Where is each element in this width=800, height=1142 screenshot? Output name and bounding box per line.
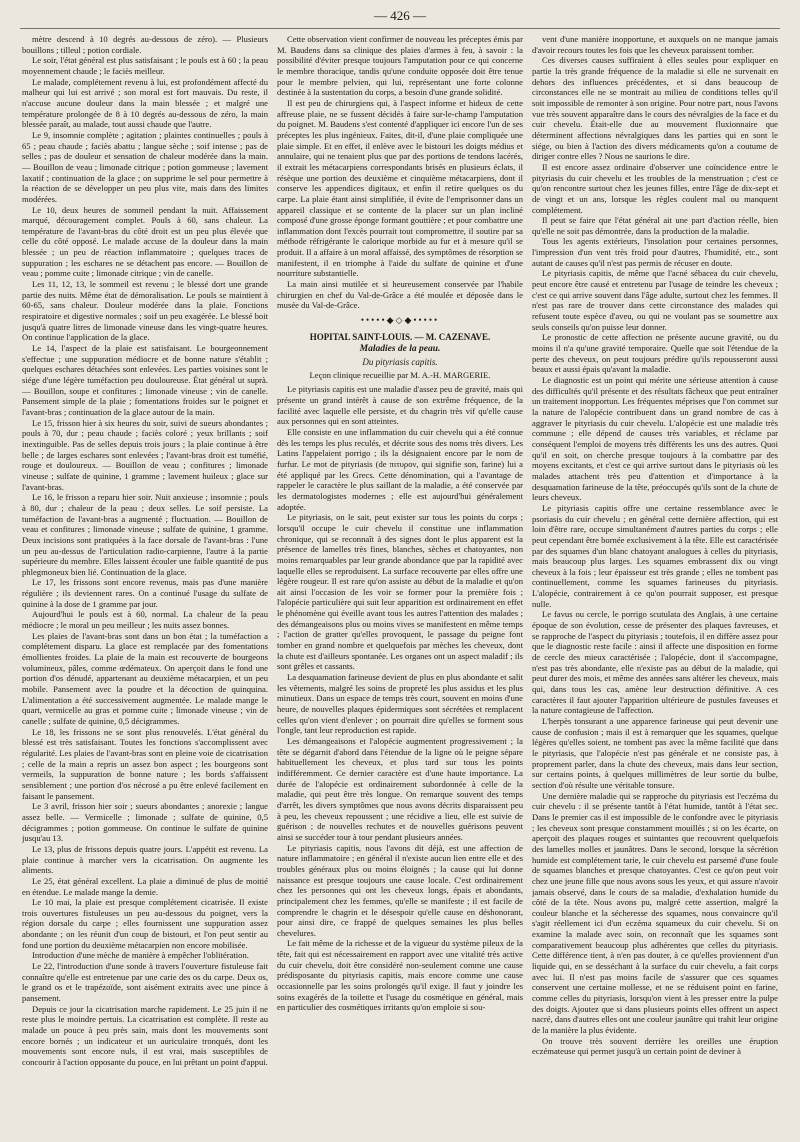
paragraph: La main ainsi mutilée et si heureusement conservée par l'habile chirurgien en chef du Val-de-Grâce a été moulée et déposée dans le musée du Val-de-Grâce. [277, 279, 523, 311]
paragraph: mètre descend à 10 degrés au-dessous de zéro). — Plusieurs bouillons ; tilleul ; potion cordiale. [22, 34, 268, 55]
header-rule [20, 28, 780, 29]
paragraph: Le pronostic de cette affection ne présente aucune gravité, ou du moins il n'a qu'une gravité temporaire. Quelle que soit l'étendue de la perte des cheveux, on peut toujours prédire qu'ils repousseront aussi beaux et aussi épais qu'avant la maladie. [532, 332, 778, 375]
lecture-credit: Leçon clinique recueillie par M. A.-H. MARGERIE. [309, 369, 491, 380]
paragraph: On trouve très souvent derrière les oreilles une éruption eczémateuse qui permet jusqu'à un certain point de deviner à [532, 1035, 778, 1057]
paragraph: Le 10 mai, la plaie est presque complétement cicatrisée. Il existe trois ouvertures fistuleuses un peu au-dessous du poignet, vers la région dorsale du carpe ; elles fournissent une suppuration assez abondante ; on les réunit d'un coup de bistouri, et l'on peut sentir au fond une portion du deuxième métacarpien non encore mobilisée. [22, 897, 268, 950]
paragraph: Le favus ou cercle, le porrigo scutulata des Anglais, à une certaine époque de son évolution, cesse de présenter des plaques favreuses, et se rapproche de l'aspect du pityriasis ; toutefois, il en diffère assez pour que le diagnostic reste facile : ainsi il affecte une disposition en forme de cercle des mieux caractérisée ; l'alopécie, dont il s'accompagne, n'est pas très abondante, elle n'existe pas au début de la maladie, qui peut durer des mois, et même des années sans altérer les cheveux, mais qui, dans tous les cas, amène leur destruction définitive. A ces caractères il faut ajouter l'apparition ultérieure de pustules faveuses et la nature contagieuse de l'affection. [532, 609, 778, 716]
paragraph: Tous les agents extérieurs, l'insolation pour certaines personnes, l'impression d'un vent très froid pour d'autres, l'humidité, etc., sont autant de causes qu'il n'est pas permis de récuser en doute. [532, 236, 778, 268]
column-right [532, 34, 778, 1136]
paragraph: Depuis ce jour la cicatrisation marche rapidement. Le 25 juin il ne reste plus le moindre pertuis. La cicatrisation est complète. Il reste au malade un pouce à peu près sain, mais dont les mouvements sont encore bornés ; un indicateur et un auriculaire tronqués, dont les mouvements sont encore nuls, il est vrai, mais susceptibles de concourir à l'action opposante du pouce, en lui prêtant un point d'appui. [22, 1003, 268, 1067]
page-number: — 426 — [374, 8, 426, 23]
paragraph: Il peut se faire que l'état général ait une part d'action réelle, bien qu'elle ne soit pas démontrée, dans la production de la maladie. [532, 215, 778, 236]
paragraph: Le pityriasis capitis, nous l'avons dit déjà, est une affection de nature inflammatoire ; en général il n'existe aucun lien entre elle et des troubles généraux plus ou moins éloignés ; la cause qui lui donne naissance est presque toujours une cause locale. C'est ordinairement chez les personnes qui ont les cheveux longs, épais et abondants, principalement chez les femmes, qu'elle se manifeste ; il est facile de comprendre le chagrin et le désespoir qu'elle cause en déshonorant, pour ainsi dire, ce frappé de quelques semaines les plus belles chevelures. [277, 842, 523, 938]
paragraph: La desquamation farineuse devient de plus en plus abondante et salit les vêtements, malgré les soins de propreté les plus assidus et les plus minutieux. Dans un espace de temps très court, souvent en moins d'une heure, de nouvelles plaques épidermiques sont sécrétées et remplacent celles qu'on vient d'enlever ; on pourrait dire qu'elles se forment sous l'ongle, tant leur reproduction est rapide. [277, 672, 523, 736]
section-separator: •••••◆◇◆••••• [360, 315, 440, 326]
article-body [277, 384, 523, 1013]
paragraph: Il est encore assez ordinaire d'observer une coïncidence entre le pityriasis du cuir chevelu et les troubles de la menstruation ; c'est ce qu'on rencontre surtout chez les jeunes filles, entre l'âge de dix-sept et de vingt et un ans, lorsque les règles coulent mal ou manquent complétement. [532, 161, 778, 215]
paragraph: Introduction d'une mèche de manière à empêcher l'oblitération. [32, 950, 249, 961]
paragraph: vent d'une manière inopportune, et auxquels on ne manque jamais d'avoir recours toutes les fois que les cheveux paraissent tomber. [532, 34, 778, 55]
paragraph: Le malade, complétement revenu à lui, est profondément affecté du malheur qui lui est arrivé ; son moral est fort mauvais. Du reste, il n'accuse aucune douleur dans la main blessée ; et malgré une température prolongée de 8 à 10 degrés au-dessous de zéro, la main blessée paraît, au malade, tout aussi chaude que l'autre. [22, 76, 268, 130]
paragraph: Aujourd'hui le pouls est à 60, normal. La chaleur de la peau médiocre ; le moral un peu meilleur ; les nuits assez bonnes. [22, 609, 268, 631]
paragraph: Le pityriasis, on le sait, peut exister sur tous les points du corps ; lorsqu'il occupe le cuir chevelu il constitue une inflammation chronique, qui se reconnaît à des signes dont le plus apparent est la présence de lamelles très fines, blanches, sèches et chatoyantes, non moins remarquables par leur grande abondance que par la rapidité avec laquelle elles se reproduisent. La surface recouverte par elles offre une légère rougeur. Il est rare qu'on assiste au début de la maladie et qu'on ait ainsi l'occasion de les voir se former pour la première fois ; l'alopécie particulière qui suit leur apparition est ordinairement en effet le phénomène qui éveille avant tous les autres l'attention des malades ; des démangeaisons plus ou moins vives se manifestent en même temps ; l'action de gratter qu'elles provoquent, le passage du peigne font tomber en grand nombre et quelquefois par mèches les cheveux, dont la chute est d'ailleurs spontanée. Les organes ont un aspect maladif ; ils sont grêles et cassants. [277, 512, 523, 672]
paragraph: Ces diverses causes suffiraient à elles seules pour expliquer en partie la très grande fréquence de la maladie si elle ne survenait en dehors des influences précédentes, et si dans beaucoup de circonstances elle ne se montrait au milieu de conditions telles qu'il soit impossible de remonter à son origine. Pour notre part, nous l'avons vue très souvent apparaître dans le cours des névralgies de la face et du cuir chevelu. Était-elle due au mouvement fluxionnaire que déterminent affections névralgiques dans les parties qui en sont le siége, ou bien à l'action des divers médicaments qu'on a coutume de diriger contre elles ? Nous ne saurions le dire. [532, 55, 778, 162]
paragraph: Le 16, le frisson a reparu hier soir. Nuit anxieuse ; insomnie ; pouls à 80, dur ; chaleur de la peau ; deux selles. Le soif persiste. La tuméfaction de l'avant-bras a augmenté ; fluctuation. — Bouillon de veau et confitures ; limonade vineuse ; sulfate de quinine, 1 gramme. Deux incisions sont pratiquées à la face dorsale de l'avant-bras : l'une un peu au-dessus de l'articulation radio-carpienne, l'autre à la partie supérieure du membre. Elles laissent écouler une faible quantité de pus phlegmoneux bien lié. Continuation de la glace. [22, 492, 268, 577]
paragraph: Les plaies de l'avant-bras sont dans un bon état ; la tuméfaction a complétement disparu. La glace est remplacée par des fomentations émollientes froides. La plaie de la main est recouverte de bourgeons volumineux, pâles, comme œdémateux. On aperçoit dans le fond une portion d'os dénudé, appartenant au deuxième métacarpien, et un peu mobile. Pansement avec la poudre et la décoction de quinquina. L'alimentation a été successivement augmentée. Le malade mange le quart, vermicelle au gras et pomme cuite ; limonade vineuse ; vin de canelle ; sulfate de quinine, 0,5 décigrammes. [22, 630, 268, 726]
paragraph: Le 22, l'introduction d'une sonde à travers l'ouverture fistuleuse fait connaître qu'elle est entretenue par une carie des os du carpe. Deux os, le grand os et le trapézoïde, sont aisément extraits avec une pince à pansement. [22, 961, 268, 1004]
paragraph: Le fait même de la richesse et de la vigueur du système pileux de la tête, fait qui est nécessairement en rapport avec une vitalité très active du cuir chevelu, doit être considéré non-seulement comme une cause prédisposante du pityriasis capitis, mais encore comme une cause occasionnelle par les soins prolongés qu'il exige. Il faut y joindre les soins exagérés de la toilette et l'usage du cosmétique en général, mais en particulier des cosmétiques irritants qu'on emploie si sou- [277, 938, 523, 1013]
paragraph: Le pityriasis capitis offre une certaine ressemblance avec le psoriasis du cuir chevelu ; en général cette dernière affection, qui est loin d'être rare, occupe simultanément d'autres parties du corps ; elle peut cependant être bornée exclusivement à la tête. Elle est caractérisée par des squames d'un blanc chatoyant analogues à celles du pityriasis, mais beaucoup plus larges. Les squames embrassent dix ou vingt cheveux à la fois ; leur épaisseur est très grande ; elles ne tombent pas continuellement, comme les squames farineuses du pityriasis. L'alopécie, contrairement à ce qu'on pourrait supposer, est presque nulle. [532, 502, 778, 609]
paragraph: Il est peu de chirurgiens qui, à l'aspect informe et hideux de cette affreuse plaie, ne se fussent décidés à faire sur-le-champ l'amputation du poignet. M. Baudens s'est contenté d'appliquer ici encore l'un de ses préceptes les plus ingénieux. Faites, dit-il, d'une plaie compliquée une plaie simple. Et en effet, il enlève avec le bistouri les doigts médius et annulaire, qui ne tenaient plus que par des portions de tendons lacérés, il extrait les métacarpiens correspondants brisés en plusieurs éclats, il résèque une portion des deuxième et cinquième métacarpiens, dont il conserve les appendices digitaux, et enfin il retire quelques os du carpe. La plaie étant ainsi simplifiée, il évite de l'emprisonner dans un appareil classique et se contente de la placer sur un plan incliné composé d'une grosse éponge formant gouttière ; et pour combattre une inflammation dont l'excès pourrait tout compromettre, il soutire par sa méthode réfrigérante le calorique morbide au fur et à mesure qu'il se produit. Il a affaire à un moral affaissé, des symptômes de résorption se manifestent, il en triomphe à l'aide du sulfate de quinine et d'une nourriture substantielle. [277, 97, 523, 279]
paragraph: Le 17, les frissons sont encore revenus, mais pas d'une manière régulière ; ils deviennent rares. On a continué l'usage du sulfate de quinine à la dose de 1 gramme par jour. [22, 577, 268, 609]
paragraph: Une dernière maladie qui se rapproche du pityriasis est l'eczéma du cuir chevelu : il se présente tantôt à l'état humide, tantôt à l'état sec. Dans le premier cas il est impossible de le confondre avec le pityriasis ; les cheveux sont presque constamment mouillés ; si on les écarte, on aperçoit des plaques rouges et suintantes que recouvrent quelquefois des lamelles molles et jaunâtres. Dans le second, lorsque la sécrétion humide est complétement tarie, le cuir chevelu est parsemé d'une foule de squames blanches et presque chatoyantes. C'est ce qu'on peut voir chez une jeune fille que nous avons sous les yeux, et qui assure n'avoir jamais observé, dans le cours de sa maladie, d'exhalation humide du côté de la tête. Nous avons pu, malgré cette assertion, malgré la couleur blanche et la sécheresse des squames, nous convaincre qu'il s'agit réellement ici d'un eczéma squameux du cuir chevelu. Si on examine la malade avec soin, on reconnaît que les squames sont comparativement beaucoup plus adhérentes que celles du pityriasis. Cette différence tient, à n'en pas douter, à ce qu'elles proviennent d'un liquide qui, en se desséchant à la surface du cuir chevelu, a fait corps avec lui. Il n'est pas moins facile de s'assurer que ces squames conservent une certaine mollesse, et ne se réduisent point en farine, comme celles du pityriasis, lorsqu'on vient à les presser entre la pulpe des doigts. Ajoutez que si dans plusieurs points elles offrent un aspect nacré, dans d'autres elles ont une couleur jaunâtre qui trahit leur origine de la manière la plus évidente. [532, 790, 778, 1036]
paragraph: Le soir, l'état général est plus satisfaisant ; le pouls est à 60 ; la peau moyennement chaude ; le faciès meilleur. [22, 55, 268, 76]
paragraph: Le diagnostic est un point qui mérite une sérieuse attention à cause des difficultés qu'il présente et des résultats fâcheux que peut entraîner un traitement inopportun. Les fréquentes méprises que l'on commet sur la nature de l'alopécie contribuent dans un grand nombre de cas à aggraver le pityriasis du cuir chevelu. L'alopécie est une maladie très commune ; elle dépend de causes très variables, et réclame par conséquent l'emploi de moyens très différents les uns des autres. Quoi qu'il en soit, on cherche presque toujours à la combattre par des moyens excitants, et c'est ce qui arrive surtout dans le pityriasis où les malades attachent très peu d'attention et d'importance à la desquamation farineuse de la tête, préoccupés qu'ils sont de la chute de leurs cheveux. [532, 375, 778, 503]
paragraph: Le pityriasis capitis, de même que l'acné sébacea du cuir chevelu, peut encore être causé et entretenu par l'usage de teindre les cheveux ; c'est ce qui arrive souvent dans l'âge adulte, surtout chez les femmes. Il n'est pas rare de trouver dans cette circonstance des malades qui refusent toute espèce d'aveu, ou qui ne voulant pas se soumettre aux seuls conseils qu'on puisse leur donner. [532, 268, 778, 332]
paragraph: Le 15, frisson hier à six heures du soir, suivi de sueurs abondantes ; pouls à 70, dur ; peau chaude ; faciès coloré ; yeux brillants ; soif inextinguible. Pas de selles depuis trois jours ; la plaie continue à être belle ; de larges eschares sont enlevées ; l'avant-bras droit est tuméfié, rouge et douloureux. — Bouillon de veau ; confitures ; limonade vineuse ; sulfate de quinine, 1 gramme ; lavement huileux ; glace sur l'avant-bras. [22, 417, 268, 492]
paragraph: Le 9, insomnie complète ; agitation ; plaintes continuelles ; pouls à 65 ; peau chaude ; faciès abattu ; langue sèche ; soif intense ; pas de selles ; pas de douleur et sensation de chaleur modérée dans la main. — Bouillon de veau ; limonade citrique ; potion gommeuse ; lavement laxatif ; continuation de la glace ; on supprime le sel pour permettre à la réaction de se développer un peu plus vite, mais dans des limites modérées. [22, 129, 268, 204]
paragraph: Le 25, état général excellent. La plaie a diminué de plus de moitié en étendue. Le malade mange la demie. [22, 875, 268, 897]
column-middle [277, 34, 523, 1136]
paragraph: Cette observation vient confirmer de nouveau les préceptes émis par M. Baudens dans sa clinique des plaies d'armes à feu, à savoir : la possibilité d'éviter presque toujours l'amputation pour ce qui concerne le membre thoracique, tandis qu'une conduite opposée doit être tenue pour le membre pelvien, qui lui, représentant une forte colonne destinée à la sustentation du corps, a besoin d'une grande solidité. [277, 34, 523, 98]
paragraph: Le 10, deux heures de sommeil pendant la nuit. Affaissement marqué, découragement complet. Pouls à 60, sans chaleur. La température de l'avant-bras du côté droit est un peu plus élevée que celle du côté opposé. Le malade accuse de la douleur dans la main blessée ; un peu de réaction inflammatoire ; quelques traces de suppuration ; les eschares ne se détachent pas encore. — Bouillon de veau ; pomme cuite ; limonade citrique ; vin de canelle. [22, 204, 268, 279]
paragraph: Le pityriasis capitis est une maladie d'assez peu de gravité, mais qui présente un grand intérêt à cause de son extrême fréquence, de la facilité avec laquelle elle persiste, et du chagrin très vif qu'elle cause aux personnes qui en sont atteintes. [277, 384, 523, 427]
paragraph: Le 18, les frissons ne se sont plus renouvelés. L'état général du blessé est très satisfaisant. Toutes les fonctions s'accomplissent avec régularité. Les plaies de l'avant-bras sont en pleine voie de cicatrisation ; celle de la main a repris un assez bon aspect ; les bourgeons sont vermeils, la suppuration de bonne nature ; les bords s'affaissent sensiblement ; une portion d'os nécrosé a pu être enlevé facilement en faisant le pansement. [22, 726, 268, 801]
section-subtitle: Maladies de la peau. [359, 344, 441, 355]
paragraph: Le 14, l'aspect de la plaie est satisfaisant. Le bourgeonnement s'effectue ; une suppuration médiocre et de bonne nature s'établit ; quelques eschares détachées sont enlevées. Les parties voisines sont le siége d'une légère tuméfaction peu douloureuse. État général ut suprà. — Bouillon, soupe et confitures ; limonade vineuse ; vin de canelle. Pansement simple de la plaie ; fomentations froides sur le poignet et l'avant-bras ; continuation de la glace autour de la main. [22, 343, 268, 417]
paragraph: Elle consiste en une inflammation du cuir chevelu qui a été connue dès les temps les plus reculés, et décrite sous des noms très divers. Les Latins l'appelaient porrigo ; ils la désignaient encore par le nom de furfur. Le mot de pityriasis (de πιτυρον, qui signifie son, farine) lui a été appliqué par les Grecs. Cette dénomination, qui a l'avantage de rappeler le caractère le plus saillant de la maladie, a été conservée par les dermatologistes modernes ; elle est aujourd'hui généralement adoptée. [277, 426, 523, 512]
paragraph: Le 3 avril, frisson hier soir ; sueurs abondantes ; anorexie ; langue assez belle. — Vermicelle ; limonade ; sulfate de quinine, 0,5 décigrammes ; potion gommeuse. On continue le sulfate de quinine jusqu'au 13. [22, 801, 268, 844]
paragraph: L'herpès tonsurant a une apparence farineuse qui peut devenir une cause de confusion ; mais il est à remarquer que les squames, quelque légères qu'elles soient, ne tombent pas avec la même facilité que dans le pityriasis, que l'alopécie n'est pas générale et ne consiste pas, à proprement parler, dans la chute des cheveux, mais dans leur section, sur certains points, à quelques millimètres de leur sortie du bulbe, section d'où résulte une véritable tonsure. [532, 716, 778, 790]
paragraph: Les démangeaisons et l'alopécie augmentent progressivement ; la tête se dégarnit d'abord dans l'étendue de la ligne où le peigne sépare habituellement les cheveux, et plus tard sur tous les points indifféremment. Ce dernier caractère est d'une haute importance. La durée de l'alopécie est ordinairement subordonnée à celle de la maladie, qui peut être très longue. On remarque souvent des temps d'arrêt, les divers symptômes que nous avons décrits disparaissent peu à peu, les cheveux repoussent ; une récidive a lieu, elle est suivie de guérison ; de nouvelles rechutes et de nouvelles guérisons peuvent ainsi se succéder tour à tour pendant plusieurs années. [277, 736, 523, 842]
hospital-heading: HOPITAL SAINT-LOUIS. — M. CAZENAVE. [309, 331, 491, 342]
paragraph: Le 13, plus de frissons depuis quatre jours. L'appétit est revenu. La plaie continue à marcher vers la cicatrisation. On augmente les aliments. [22, 843, 268, 876]
paragraph: Les 11, 12, 13, le sommeil est revenu ; le blessé dort une grande partie des nuits. Même état de démoralisation. Le pouls se maintient à 60-65, sans chaleur. Douleur modérée dans la plaie. Fonctions respiratoire et digestive normales ; soif un peu exagérée. Le blessé boit jusqu'à quatre litres de limonade vineuse dans les vingt-quatre heures. On continue l'application de la glace. [22, 279, 268, 343]
column-left [22, 34, 268, 1136]
observation-conclusion [277, 34, 523, 311]
article-title: Du pityriasis capitis. [362, 357, 438, 368]
